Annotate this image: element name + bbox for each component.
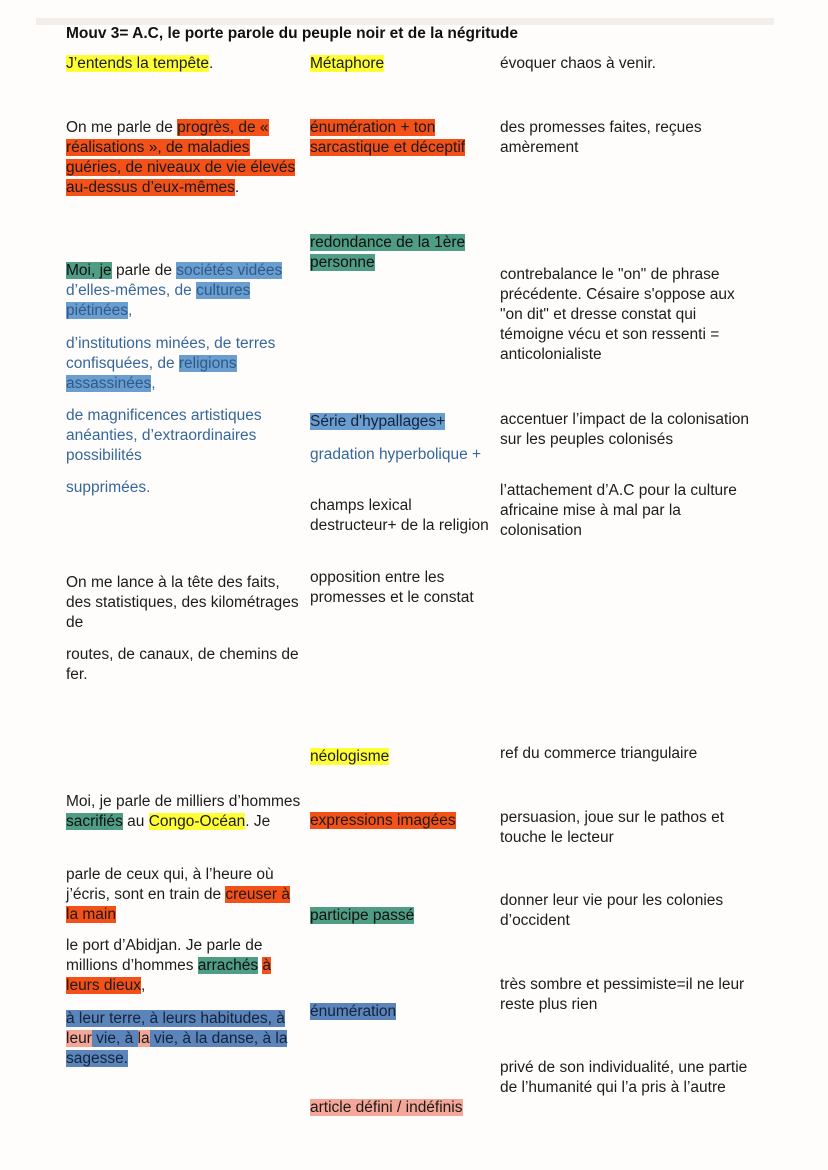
effect-r7b: donner leur vie pour les colonies d’occident	[500, 892, 724, 929]
hl-green: participe passé	[310, 907, 415, 924]
hl-blue: vie, à la danse, à la sagesse.	[66, 1030, 288, 1067]
quote-r3b: d’institutions minées, de terres confisquées, de religions assassinées,	[66, 335, 276, 392]
figure-r4c: champs lexical destructeur+ de la religion	[310, 497, 489, 534]
quote-r1: J’entends la tempête.	[66, 55, 214, 72]
hl-green: redondance de la 1ère personne	[310, 234, 466, 271]
hl-orange: expressions imagées	[310, 812, 456, 829]
figure-r1	[310, 54, 492, 74]
quote-r4a: de magnificences artistiques anéanties, d’extraordinaires possibilités	[66, 407, 262, 464]
effect-r2: des promesses faites, reçues amèrement	[500, 119, 702, 156]
figure-r7b	[310, 906, 492, 926]
hl-orange: creuser à la main	[66, 886, 291, 923]
hl-blue: sociétés vidées	[176, 262, 283, 279]
hl-yellow: Congo-Océan	[148, 813, 246, 830]
quote-r4b: supprimées.	[66, 479, 151, 496]
figure-r2	[310, 118, 492, 158]
hl-green: sacrifiés	[66, 813, 123, 830]
hl-blue: à leur terre, à leurs habitudes, à	[66, 1010, 285, 1027]
figure-r4a	[310, 412, 492, 432]
quote-r7c: le port d’Abidjan. Je parle de millions d’hommes arrachés à leurs dieux,	[66, 937, 272, 994]
hl-blue: cultures piétinées	[66, 282, 251, 319]
figure-r5: opposition entre les promesses et le constat	[310, 569, 474, 606]
effect-r7c: très sombre et pessimiste=il ne leur reste plus rien	[500, 976, 745, 1013]
hl-orange: progrès, de « réalisations », de maladies guéries, de niveaux de vie élevés au-dessus d’eux-mêmes	[66, 119, 296, 196]
hl-blue: religions assassinées	[66, 355, 237, 392]
effect-r3: contrebalance le "on" de phrase précédente. Césaire s'oppose aux "on dit" et dresse constat qui témoigne vécu et son ressenti = anticolonialiste	[500, 266, 735, 363]
hl-pink: leur	[66, 1030, 92, 1047]
page-title: Mouv 3= A.C, le porte parole du peuple noir et de la négritude	[66, 25, 519, 42]
quote-r5a: On me lance à la tête des faits, des statistiques, des kilométrages de	[66, 574, 299, 631]
effect-r4a: accentuer l’impact de la colonisation sur les peuples colonisés	[500, 411, 749, 448]
quote-r2: On me parle de progrès, de « réalisations », de maladies guéries, de niveaux de vie élevés au-dessus d’eux-mêmes.	[66, 119, 296, 196]
effect-r6: ref du commerce triangulaire	[500, 745, 698, 762]
quote-r5b: routes, de canaux, de chemins de fer.	[66, 646, 299, 683]
hl-orange: énumération + ton sarcastique et déceptif	[310, 119, 466, 156]
effect-r7d: privé de son individualité, une partie de l’humanité qui l’a pris à l’autre	[500, 1059, 748, 1096]
hl-yellow: Métaphore	[310, 55, 385, 72]
figure-r7c	[310, 1002, 492, 1022]
quote-r7b: parle de ceux qui, à l’heure où j’écris, sont en train de creuser à la main	[66, 866, 291, 923]
quote-r7a: Moi, je parle de milliers d’hommes sacrifiés au Congo-Océan. Je	[66, 793, 301, 830]
figure-r7d	[310, 1098, 492, 1118]
hl-pink: article défini / indéfinis	[310, 1099, 463, 1116]
hl-orange: à leurs dieux	[66, 957, 272, 994]
quote-r3a: Moi, je parle de sociétés vidées d’elles-mêmes, de cultures piétinées,	[66, 262, 283, 319]
quote-r7d	[66, 1009, 306, 1069]
figure-r6	[310, 747, 492, 767]
hl-yellow: néologisme	[310, 748, 390, 765]
effect-r7a: persuasion, joue sur le pathos et touche le lecteur	[500, 809, 725, 846]
hl-pink: la	[137, 1030, 150, 1047]
figure-r3	[310, 233, 492, 273]
figure-r4b: gradation hyperbolique +	[310, 446, 482, 463]
hl-blue: énumération	[310, 1003, 397, 1020]
hl-blue: vie, à	[91, 1030, 138, 1047]
effect-r4b: l’attachement d’A.C pour la culture africaine mise à mal par la colonisation	[500, 482, 737, 539]
figure-r7a	[310, 811, 492, 831]
hl-green: Moi, je	[66, 262, 112, 279]
effect-r1: évoquer chaos à venir.	[500, 55, 656, 72]
hl-blue: Série d'hypallages+	[310, 413, 446, 430]
hl-yellow: J’entends la tempête	[66, 55, 210, 72]
hl-green: arrachés	[197, 957, 259, 974]
